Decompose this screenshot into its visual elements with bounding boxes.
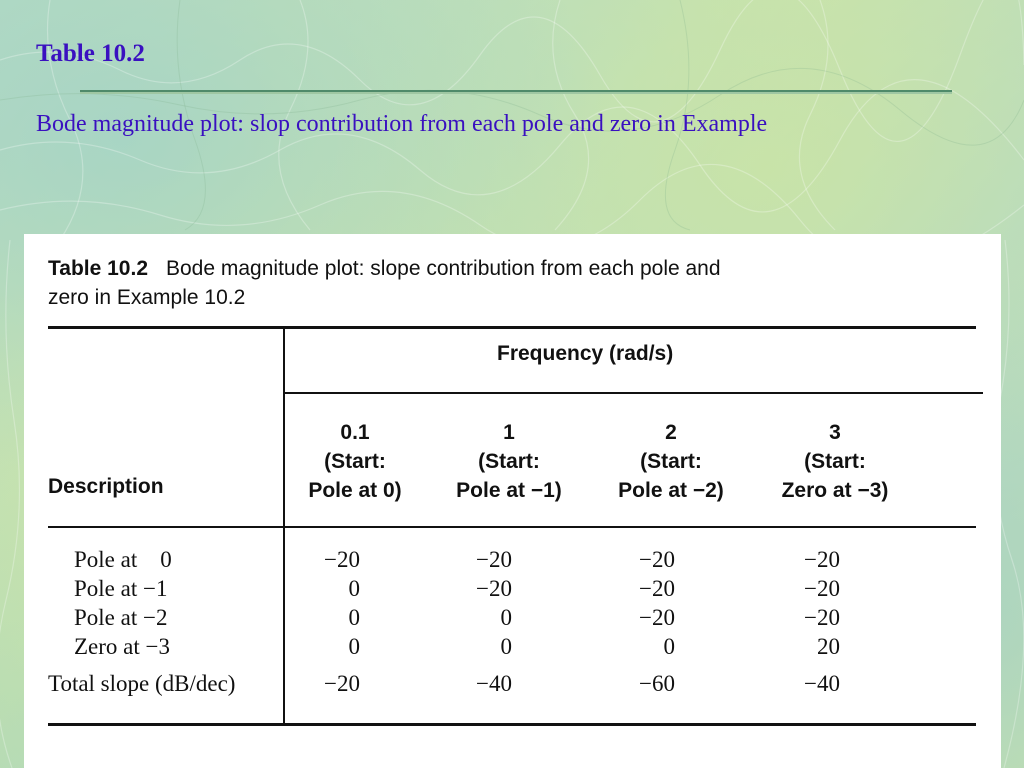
slide-subtitle: Bode magnitude plot: slop contribution from each pole and zero in Example (36, 111, 768, 137)
row-value: 0 (500, 634, 512, 659)
description-column-divider (283, 326, 285, 724)
slide-title: Table 10.2 (36, 40, 145, 67)
column-header-start: (Start: (478, 450, 540, 473)
table-caption (48, 254, 848, 312)
column-header-start: (Start: (640, 450, 702, 473)
total-slope-label: Total slope (dB/dec) (48, 671, 236, 696)
column-header-event: Pole at 0) (308, 479, 402, 502)
description-header: Description (48, 475, 164, 498)
table-caption-label: Table 10.2 (48, 257, 148, 280)
column-header-frequency: 3 (829, 421, 841, 444)
row-description: Pole at −2 (74, 605, 168, 630)
column-header-2 (596, 418, 746, 505)
row-value: 0 (348, 576, 360, 601)
row-value: 0 (500, 605, 512, 630)
total-slope-value: −40 (804, 671, 840, 696)
column-header-frequency: 2 (665, 421, 677, 444)
row-value: −20 (804, 576, 840, 601)
column-header-frequency: 1 (503, 421, 515, 444)
header-bottom-rule (48, 526, 976, 528)
row-value: −20 (804, 547, 840, 572)
total-slope-value: −60 (639, 671, 675, 696)
row-value: −20 (324, 547, 360, 572)
total-slope-value: −20 (324, 671, 360, 696)
row-value: 0 (348, 605, 360, 630)
row-description: Pole at 0 (74, 547, 172, 572)
table-image-panel (24, 234, 1001, 768)
column-header-1 (434, 418, 584, 505)
row-value: 20 (817, 634, 840, 659)
column-header-0 (280, 418, 430, 505)
title-divider (80, 90, 952, 94)
total-slope-value: −40 (476, 671, 512, 696)
row-value: −20 (476, 576, 512, 601)
table-top-rule (48, 326, 976, 329)
frequency-group-header: Frequency (rad/s) (497, 342, 674, 365)
row-description: Pole at −1 (74, 576, 168, 601)
row-description: Zero at −3 (74, 634, 170, 659)
table-caption-line1: Bode magnitude plot: slope contribution from each pole and (166, 257, 721, 280)
row-value: −20 (804, 605, 840, 630)
row-value: −20 (639, 576, 675, 601)
column-header-start: (Start: (804, 450, 866, 473)
column-header-3 (760, 418, 910, 505)
row-value: 0 (348, 634, 360, 659)
column-header-frequency: 0.1 (340, 421, 370, 444)
frequency-header-rule (284, 392, 983, 394)
column-header-event: Zero at −3) (781, 479, 889, 502)
row-value: −20 (476, 547, 512, 572)
column-header-event: Pole at −1) (456, 479, 562, 502)
row-value: −20 (639, 547, 675, 572)
row-value: −20 (639, 605, 675, 630)
column-header-event: Pole at −2) (618, 479, 724, 502)
row-value: 0 (663, 634, 675, 659)
table-bottom-rule (48, 723, 976, 726)
column-header-start: (Start: (324, 450, 386, 473)
table-caption-line2: zero in Example 10.2 (48, 286, 246, 309)
